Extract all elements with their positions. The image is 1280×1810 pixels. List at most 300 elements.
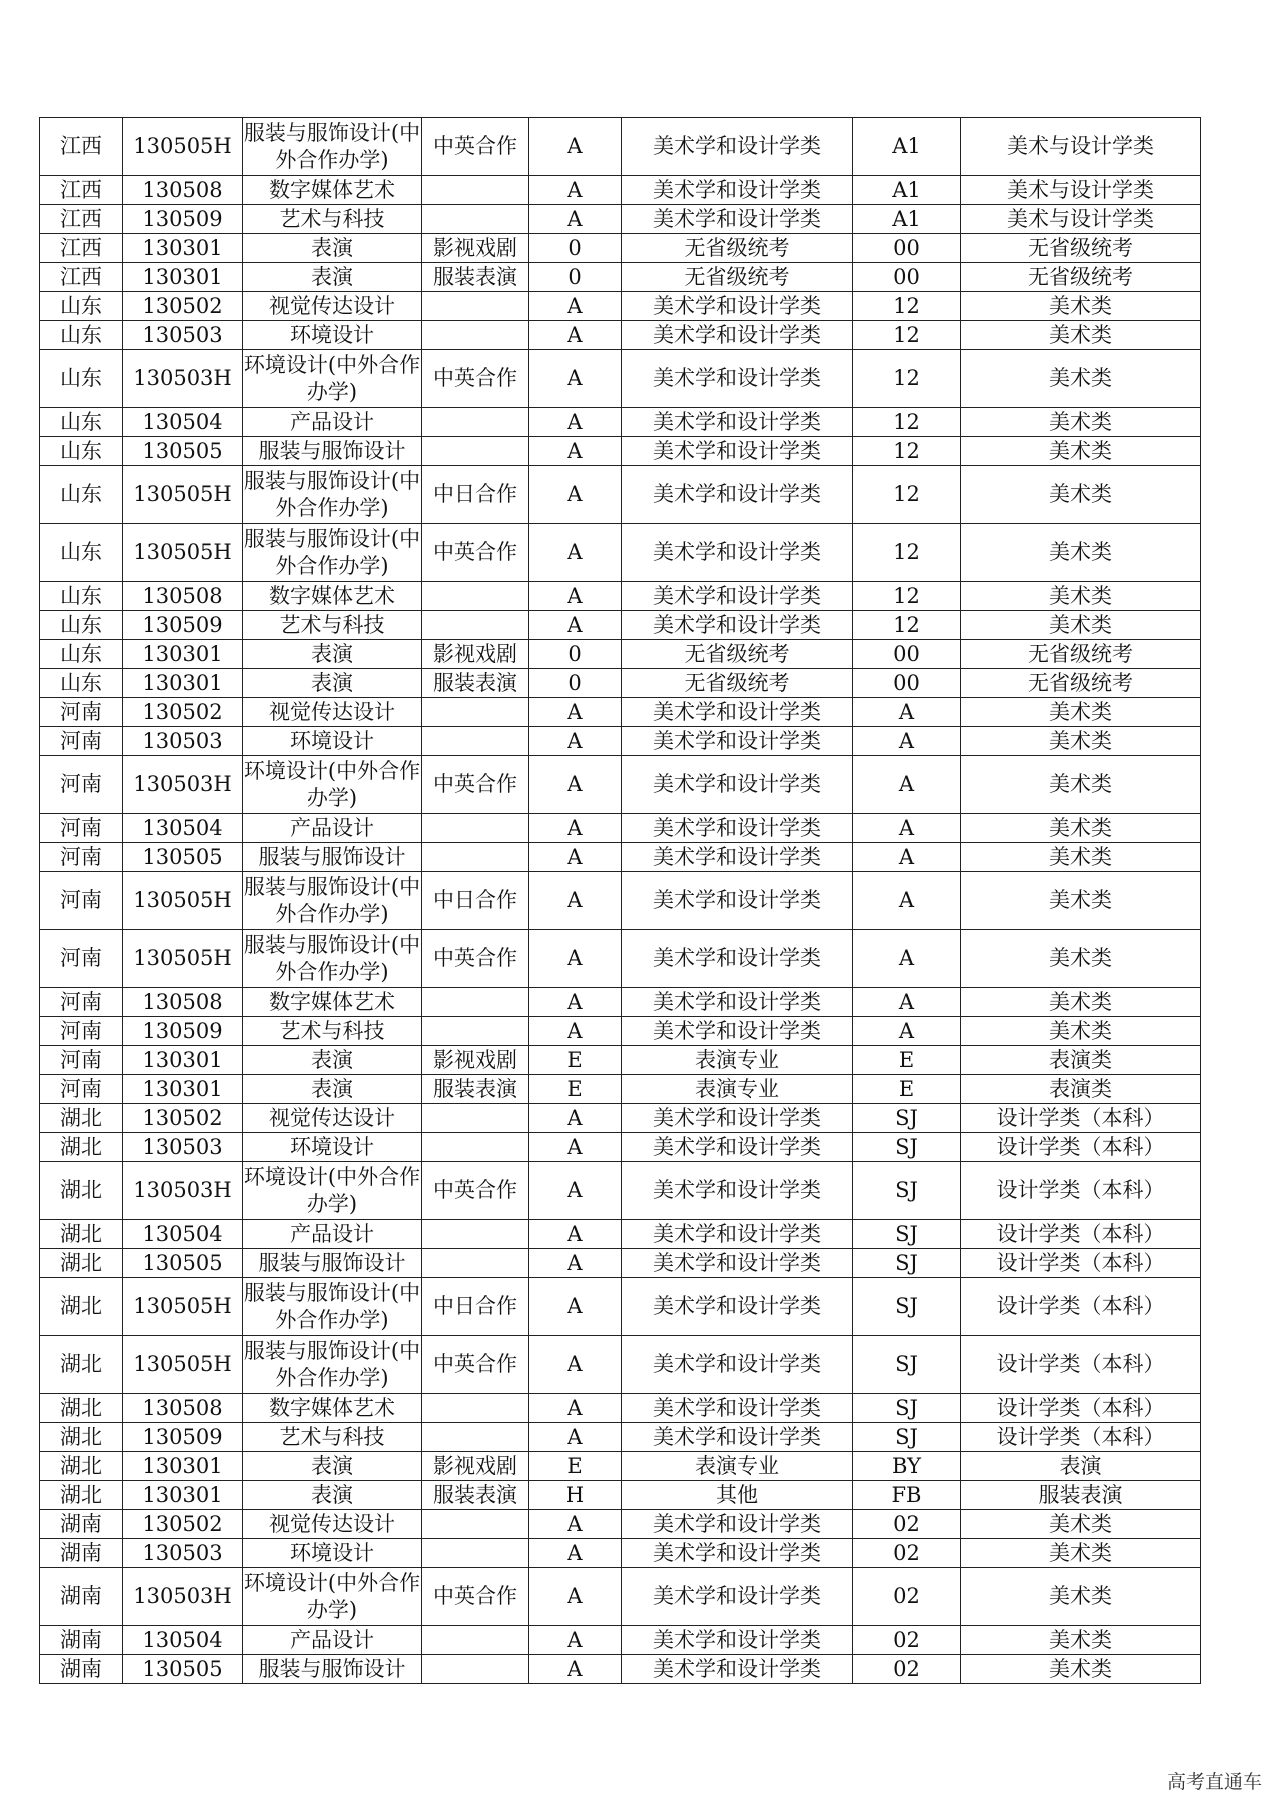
province-category-cell: 设计学类（本科） — [961, 1394, 1201, 1423]
province-code-cell: 12 — [853, 408, 961, 437]
province-code-cell: SJ — [853, 1278, 961, 1336]
category-code-cell: A — [529, 611, 622, 640]
major-code-cell: 130505 — [123, 437, 243, 466]
province-cell: 湖南 — [40, 1626, 123, 1655]
category-code-cell: A — [529, 1655, 622, 1684]
major-name-cell: 环境设计 — [243, 1539, 422, 1568]
major-name-cell: 表演 — [243, 640, 422, 669]
province-code-cell: 00 — [853, 234, 961, 263]
province-cell: 湖北 — [40, 1162, 123, 1220]
province-code-cell: A — [853, 756, 961, 814]
province-code-cell: A — [853, 930, 961, 988]
category-code-cell: A — [529, 176, 622, 205]
province-cell: 山东 — [40, 321, 123, 350]
major-code-cell: 130504 — [123, 1626, 243, 1655]
province-code-cell: 12 — [853, 437, 961, 466]
province-cell: 山东 — [40, 669, 123, 698]
category-code-cell: A — [529, 408, 622, 437]
major-name-cell: 表演 — [243, 1481, 422, 1510]
major-code-cell: 130505H — [123, 1278, 243, 1336]
major-name-cell: 服装与服饰设计(中外合作办学) — [243, 1336, 422, 1394]
province-cell: 湖北 — [40, 1133, 123, 1162]
province-code-cell: SJ — [853, 1133, 961, 1162]
category-code-cell: 0 — [529, 263, 622, 292]
cooperation-cell — [422, 292, 529, 321]
province-cell: 河南 — [40, 756, 123, 814]
major-name-cell: 数字媒体艺术 — [243, 1394, 422, 1423]
table-row — [40, 1162, 1201, 1220]
category-name-cell: 美术学和设计学类 — [622, 1278, 853, 1336]
province-category-cell: 美术类 — [961, 1655, 1201, 1684]
major-name-cell: 服装与服饰设计 — [243, 1249, 422, 1278]
province-code-cell: 12 — [853, 292, 961, 321]
major-code-cell: 130301 — [123, 234, 243, 263]
province-cell: 湖北 — [40, 1481, 123, 1510]
province-code-cell: 02 — [853, 1626, 961, 1655]
category-name-cell: 美术学和设计学类 — [622, 437, 853, 466]
category-name-cell: 美术学和设计学类 — [622, 1104, 853, 1133]
major-name-cell: 环境设计 — [243, 727, 422, 756]
province-category-cell: 美术类 — [961, 1626, 1201, 1655]
province-category-cell: 美术类 — [961, 1017, 1201, 1046]
table-row — [40, 321, 1201, 350]
cooperation-cell — [422, 1655, 529, 1684]
major-name-cell: 环境设计 — [243, 321, 422, 350]
category-code-cell: A — [529, 988, 622, 1017]
cooperation-cell: 中英合作 — [422, 1162, 529, 1220]
table-row — [40, 1423, 1201, 1452]
table-row — [40, 1249, 1201, 1278]
major-code-cell: 130505H — [123, 524, 243, 582]
province-code-cell: BY — [853, 1452, 961, 1481]
province-category-cell: 表演类 — [961, 1046, 1201, 1075]
province-code-cell: SJ — [853, 1423, 961, 1452]
category-code-cell: A — [529, 118, 622, 176]
category-code-cell: A — [529, 814, 622, 843]
province-category-cell: 美术与设计学类 — [961, 118, 1201, 176]
category-name-cell: 美术学和设计学类 — [622, 843, 853, 872]
major-code-cell: 130504 — [123, 814, 243, 843]
category-name-cell: 无省级统考 — [622, 669, 853, 698]
province-code-cell: E — [853, 1075, 961, 1104]
cooperation-cell — [422, 321, 529, 350]
province-category-cell: 美术与设计学类 — [961, 176, 1201, 205]
major-name-cell: 视觉传达设计 — [243, 292, 422, 321]
province-category-cell: 无省级统考 — [961, 640, 1201, 669]
table-row — [40, 350, 1201, 408]
province-category-cell: 美术类 — [961, 350, 1201, 408]
province-cell: 湖北 — [40, 1278, 123, 1336]
province-cell: 湖南 — [40, 1655, 123, 1684]
province-category-cell: 美术类 — [961, 988, 1201, 1017]
major-code-cell: 130503H — [123, 756, 243, 814]
province-category-cell: 美术类 — [961, 1539, 1201, 1568]
major-code-cell: 130301 — [123, 1075, 243, 1104]
category-name-cell: 美术学和设计学类 — [622, 1626, 853, 1655]
table-row — [40, 1510, 1201, 1539]
province-cell: 河南 — [40, 1046, 123, 1075]
province-cell: 山东 — [40, 408, 123, 437]
major-name-cell: 服装与服饰设计(中外合作办学) — [243, 524, 422, 582]
category-name-cell: 美术学和设计学类 — [622, 176, 853, 205]
province-cell: 河南 — [40, 1075, 123, 1104]
category-name-cell: 美术学和设计学类 — [622, 466, 853, 524]
province-category-cell: 美术类 — [961, 872, 1201, 930]
watermark-text: 高考直通车 — [1166, 1771, 1262, 1793]
major-name-cell: 艺术与科技 — [243, 205, 422, 234]
category-code-cell: A — [529, 843, 622, 872]
major-name-cell: 环境设计 — [243, 1133, 422, 1162]
province-code-cell: A1 — [853, 118, 961, 176]
province-cell: 山东 — [40, 640, 123, 669]
province-code-cell: A — [853, 727, 961, 756]
table-row — [40, 1278, 1201, 1336]
category-name-cell: 美术学和设计学类 — [622, 350, 853, 408]
category-code-cell: A — [529, 466, 622, 524]
cooperation-cell: 中英合作 — [422, 1336, 529, 1394]
cooperation-cell — [422, 1423, 529, 1452]
category-name-cell: 美术学和设计学类 — [622, 1017, 853, 1046]
table-row — [40, 727, 1201, 756]
province-code-cell: SJ — [853, 1104, 961, 1133]
major-code-cell: 130502 — [123, 1104, 243, 1133]
table-row — [40, 843, 1201, 872]
category-name-cell: 美术学和设计学类 — [622, 611, 853, 640]
province-cell: 江西 — [40, 118, 123, 176]
major-name-cell: 数字媒体艺术 — [243, 176, 422, 205]
cooperation-cell: 中英合作 — [422, 930, 529, 988]
major-code-cell: 130502 — [123, 1510, 243, 1539]
table-row — [40, 988, 1201, 1017]
cooperation-cell: 中英合作 — [422, 756, 529, 814]
category-code-cell: A — [529, 1539, 622, 1568]
province-cell: 山东 — [40, 524, 123, 582]
category-name-cell: 无省级统考 — [622, 234, 853, 263]
major-code-cell: 130505 — [123, 1655, 243, 1684]
cooperation-cell: 服装表演 — [422, 1481, 529, 1510]
province-cell: 山东 — [40, 437, 123, 466]
major-name-cell: 数字媒体艺术 — [243, 582, 422, 611]
category-code-cell: A — [529, 1162, 622, 1220]
cooperation-cell — [422, 408, 529, 437]
province-cell: 湖北 — [40, 1220, 123, 1249]
major-code-cell: 130509 — [123, 611, 243, 640]
category-code-cell: E — [529, 1046, 622, 1075]
major-name-cell: 服装与服饰设计(中外合作办学) — [243, 466, 422, 524]
province-cell: 湖南 — [40, 1510, 123, 1539]
table-row — [40, 205, 1201, 234]
category-name-cell: 美术学和设计学类 — [622, 118, 853, 176]
category-code-cell: A — [529, 350, 622, 408]
province-cell: 湖北 — [40, 1394, 123, 1423]
province-category-cell: 表演类 — [961, 1075, 1201, 1104]
category-name-cell: 美术学和设计学类 — [622, 1394, 853, 1423]
category-code-cell: A — [529, 1510, 622, 1539]
province-code-cell: 02 — [853, 1539, 961, 1568]
province-category-cell: 美术类 — [961, 437, 1201, 466]
major-code-cell: 130508 — [123, 176, 243, 205]
table-row — [40, 582, 1201, 611]
major-name-cell: 艺术与科技 — [243, 1423, 422, 1452]
table-row — [40, 640, 1201, 669]
major-code-cell: 130301 — [123, 1046, 243, 1075]
table-row — [40, 872, 1201, 930]
table-row — [40, 1133, 1201, 1162]
cooperation-cell — [422, 814, 529, 843]
province-category-cell: 美术类 — [961, 524, 1201, 582]
cooperation-cell: 中日合作 — [422, 466, 529, 524]
province-code-cell: 12 — [853, 350, 961, 408]
cooperation-cell — [422, 437, 529, 466]
category-name-cell: 美术学和设计学类 — [622, 727, 853, 756]
major-code-cell: 130301 — [123, 1481, 243, 1510]
province-code-cell: 12 — [853, 582, 961, 611]
cooperation-cell — [422, 611, 529, 640]
major-name-cell: 服装与服饰设计 — [243, 843, 422, 872]
major-name-cell: 产品设计 — [243, 1220, 422, 1249]
category-code-cell: A — [529, 727, 622, 756]
cooperation-cell — [422, 1539, 529, 1568]
major-name-cell: 视觉传达设计 — [243, 698, 422, 727]
category-code-cell: A — [529, 1249, 622, 1278]
province-code-cell: 12 — [853, 524, 961, 582]
category-code-cell: A — [529, 1278, 622, 1336]
major-code-cell: 130301 — [123, 263, 243, 292]
category-name-cell: 美术学和设计学类 — [622, 205, 853, 234]
cooperation-cell — [422, 176, 529, 205]
table-row — [40, 292, 1201, 321]
category-code-cell: A — [529, 756, 622, 814]
province-code-cell: 02 — [853, 1655, 961, 1684]
major-code-cell: 130505H — [123, 466, 243, 524]
table-row — [40, 437, 1201, 466]
cooperation-cell: 影视戏剧 — [422, 640, 529, 669]
category-code-cell: A — [529, 292, 622, 321]
province-category-cell: 服装表演 — [961, 1481, 1201, 1510]
table-row — [40, 1539, 1201, 1568]
province-category-cell: 美术类 — [961, 321, 1201, 350]
cooperation-cell: 服装表演 — [422, 1075, 529, 1104]
province-category-cell: 设计学类（本科） — [961, 1423, 1201, 1452]
province-cell: 江西 — [40, 176, 123, 205]
province-code-cell: 00 — [853, 263, 961, 292]
major-code-cell: 130503 — [123, 1133, 243, 1162]
table-row — [40, 1655, 1201, 1684]
category-name-cell: 美术学和设计学类 — [622, 698, 853, 727]
cooperation-cell: 中英合作 — [422, 1568, 529, 1626]
province-cell: 江西 — [40, 205, 123, 234]
major-name-cell: 环境设计(中外合作办学) — [243, 756, 422, 814]
major-name-cell: 数字媒体艺术 — [243, 988, 422, 1017]
table-row — [40, 611, 1201, 640]
province-cell: 河南 — [40, 843, 123, 872]
major-name-cell: 表演 — [243, 1075, 422, 1104]
province-cell: 河南 — [40, 930, 123, 988]
major-name-cell: 服装与服饰设计(中外合作办学) — [243, 872, 422, 930]
province-category-cell: 无省级统考 — [961, 234, 1201, 263]
province-category-cell: 美术类 — [961, 930, 1201, 988]
category-code-cell: A — [529, 1626, 622, 1655]
table-row — [40, 1481, 1201, 1510]
major-code-cell: 130509 — [123, 205, 243, 234]
table-row — [40, 1220, 1201, 1249]
category-code-cell: A — [529, 1394, 622, 1423]
province-code-cell: 12 — [853, 466, 961, 524]
province-code-cell: A — [853, 698, 961, 727]
province-category-cell: 设计学类（本科） — [961, 1162, 1201, 1220]
cooperation-cell — [422, 727, 529, 756]
province-code-cell: 00 — [853, 640, 961, 669]
cooperation-cell — [422, 1017, 529, 1046]
province-code-cell: SJ — [853, 1162, 961, 1220]
category-name-cell: 美术学和设计学类 — [622, 321, 853, 350]
category-name-cell: 无省级统考 — [622, 263, 853, 292]
category-name-cell: 美术学和设计学类 — [622, 872, 853, 930]
province-code-cell: SJ — [853, 1394, 961, 1423]
province-cell: 湖南 — [40, 1539, 123, 1568]
province-category-cell: 设计学类（本科） — [961, 1104, 1201, 1133]
major-name-cell: 环境设计(中外合作办学) — [243, 350, 422, 408]
province-code-cell: A — [853, 872, 961, 930]
category-name-cell: 美术学和设计学类 — [622, 988, 853, 1017]
category-name-cell: 美术学和设计学类 — [622, 814, 853, 843]
category-name-cell: 表演专业 — [622, 1075, 853, 1104]
province-category-cell: 美术类 — [961, 698, 1201, 727]
major-code-cell: 130503 — [123, 1539, 243, 1568]
cooperation-cell — [422, 1249, 529, 1278]
cooperation-cell: 中日合作 — [422, 1278, 529, 1336]
province-category-cell: 设计学类（本科） — [961, 1220, 1201, 1249]
province-category-cell: 美术类 — [961, 582, 1201, 611]
table-row — [40, 1452, 1201, 1481]
province-code-cell: E — [853, 1046, 961, 1075]
category-name-cell: 美术学和设计学类 — [622, 1220, 853, 1249]
province-category-cell: 美术类 — [961, 292, 1201, 321]
cooperation-cell — [422, 843, 529, 872]
province-code-cell: A1 — [853, 205, 961, 234]
major-code-cell: 130505H — [123, 1336, 243, 1394]
cooperation-cell — [422, 1394, 529, 1423]
table-row — [40, 1626, 1201, 1655]
major-name-cell: 表演 — [243, 669, 422, 698]
category-code-cell: A — [529, 698, 622, 727]
cooperation-cell: 影视戏剧 — [422, 1046, 529, 1075]
province-code-cell: A — [853, 843, 961, 872]
province-cell: 河南 — [40, 698, 123, 727]
cooperation-cell — [422, 582, 529, 611]
major-name-cell: 环境设计(中外合作办学) — [243, 1162, 422, 1220]
major-code-cell: 130504 — [123, 408, 243, 437]
cooperation-cell: 影视戏剧 — [422, 234, 529, 263]
province-cell: 山东 — [40, 611, 123, 640]
province-code-cell: 12 — [853, 321, 961, 350]
province-category-cell: 设计学类（本科） — [961, 1133, 1201, 1162]
category-code-cell: A — [529, 1423, 622, 1452]
table-row — [40, 1568, 1201, 1626]
province-category-cell: 无省级统考 — [961, 263, 1201, 292]
province-code-cell: SJ — [853, 1220, 961, 1249]
cooperation-cell — [422, 1626, 529, 1655]
province-category-cell: 美术与设计学类 — [961, 205, 1201, 234]
category-code-cell: A — [529, 1568, 622, 1626]
province-code-cell: SJ — [853, 1249, 961, 1278]
province-cell: 山东 — [40, 350, 123, 408]
province-category-cell: 设计学类（本科） — [961, 1278, 1201, 1336]
cooperation-cell: 服装表演 — [422, 669, 529, 698]
cooperation-cell: 服装表演 — [422, 263, 529, 292]
major-name-cell: 表演 — [243, 263, 422, 292]
category-name-cell: 美术学和设计学类 — [622, 1423, 853, 1452]
major-name-cell: 产品设计 — [243, 408, 422, 437]
province-cell: 山东 — [40, 292, 123, 321]
table-row — [40, 176, 1201, 205]
major-name-cell: 表演 — [243, 1046, 422, 1075]
cooperation-cell — [422, 1133, 529, 1162]
cooperation-cell: 中英合作 — [422, 350, 529, 408]
major-name-cell: 环境设计(中外合作办学) — [243, 1568, 422, 1626]
table-row — [40, 756, 1201, 814]
province-cell: 湖北 — [40, 1452, 123, 1481]
province-category-cell: 美术类 — [961, 1568, 1201, 1626]
category-code-cell: A — [529, 872, 622, 930]
province-cell: 江西 — [40, 263, 123, 292]
province-category-cell: 美术类 — [961, 843, 1201, 872]
province-code-cell: A — [853, 814, 961, 843]
category-name-cell: 表演专业 — [622, 1452, 853, 1481]
major-name-cell: 艺术与科技 — [243, 611, 422, 640]
province-code-cell: 12 — [853, 611, 961, 640]
major-code-cell: 130505H — [123, 930, 243, 988]
major-name-cell: 产品设计 — [243, 1626, 422, 1655]
major-name-cell: 表演 — [243, 234, 422, 263]
major-code-cell: 130503 — [123, 727, 243, 756]
major-code-cell: 130301 — [123, 1452, 243, 1481]
province-code-cell: A — [853, 1017, 961, 1046]
major-name-cell: 视觉传达设计 — [243, 1104, 422, 1133]
province-cell: 湖北 — [40, 1249, 123, 1278]
category-name-cell: 美术学和设计学类 — [622, 524, 853, 582]
category-name-cell: 美术学和设计学类 — [622, 1336, 853, 1394]
category-name-cell: 美术学和设计学类 — [622, 930, 853, 988]
category-name-cell: 其他 — [622, 1481, 853, 1510]
province-category-cell: 设计学类（本科） — [961, 1336, 1201, 1394]
major-name-cell: 服装与服饰设计(中外合作办学) — [243, 930, 422, 988]
province-code-cell: 00 — [853, 669, 961, 698]
table-row — [40, 466, 1201, 524]
table-row — [40, 263, 1201, 292]
table-row — [40, 1046, 1201, 1075]
category-code-cell: A — [529, 1336, 622, 1394]
category-code-cell: 0 — [529, 640, 622, 669]
category-name-cell: 无省级统考 — [622, 640, 853, 669]
province-cell: 山东 — [40, 466, 123, 524]
province-cell: 湖北 — [40, 1336, 123, 1394]
major-code-cell: 130505 — [123, 1249, 243, 1278]
category-code-cell: A — [529, 930, 622, 988]
table-row — [40, 930, 1201, 988]
category-code-cell: A — [529, 205, 622, 234]
category-code-cell: E — [529, 1452, 622, 1481]
category-name-cell: 美术学和设计学类 — [622, 1568, 853, 1626]
province-category-cell: 美术类 — [961, 408, 1201, 437]
province-category-cell: 无省级统考 — [961, 669, 1201, 698]
category-code-cell: H — [529, 1481, 622, 1510]
category-name-cell: 表演专业 — [622, 1046, 853, 1075]
major-code-cell: 130301 — [123, 640, 243, 669]
table-row — [40, 1104, 1201, 1133]
major-code-cell: 130509 — [123, 1017, 243, 1046]
category-code-cell: A — [529, 321, 622, 350]
